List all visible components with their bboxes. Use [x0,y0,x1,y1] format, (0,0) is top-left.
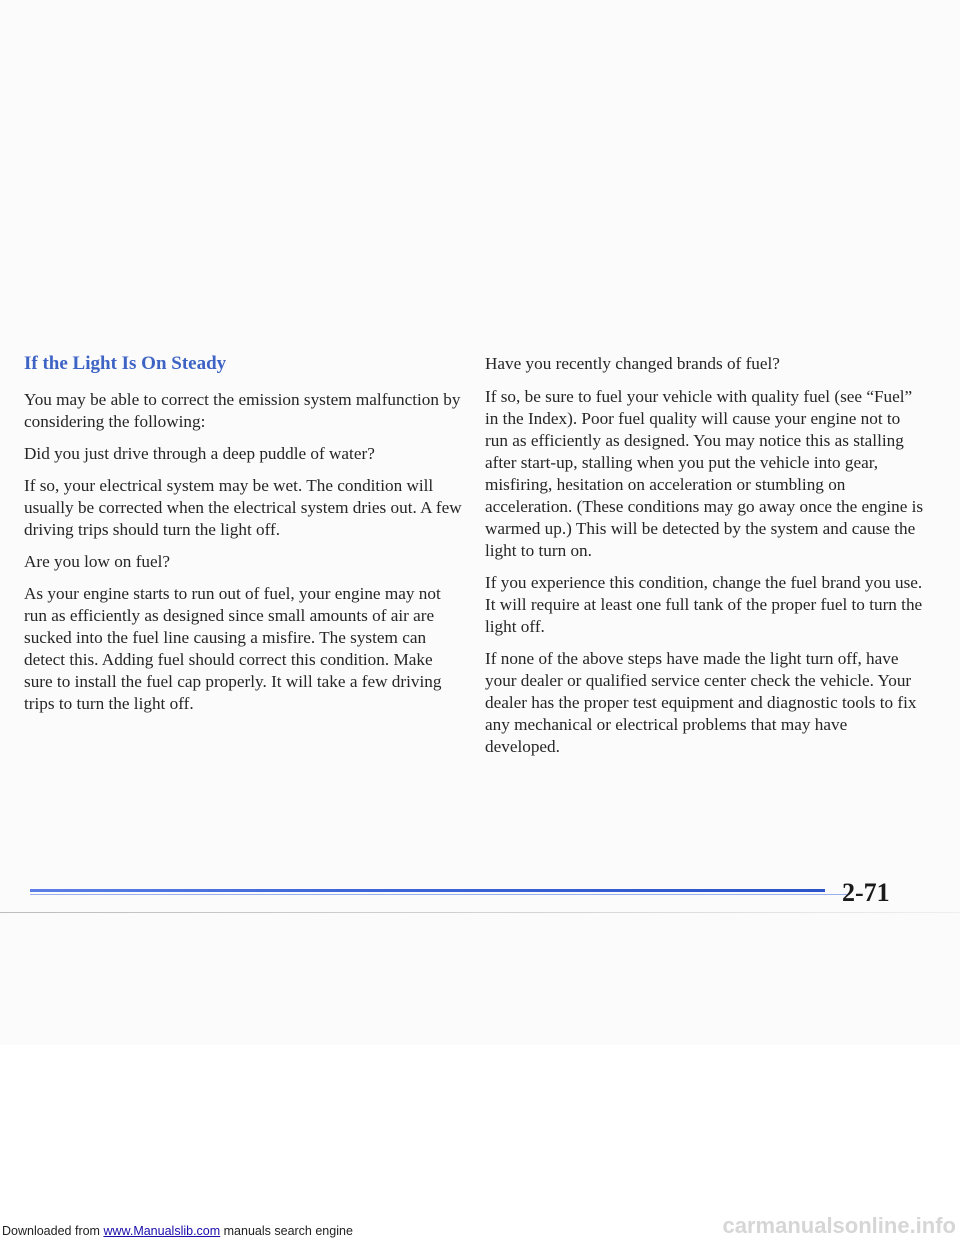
paragraph-change-brand: If you experience this condition, change the fuel brand you use. It will require at least one full tank of the proper fuel to turn the light off. [485,573,923,636]
right-column [485,352,925,768]
section-heading: If the Light Is On Steady [24,353,227,374]
page-rule [30,889,825,892]
paragraph-intro: You may be able to correct the emission system malfunction by considering the following: [24,390,461,431]
page-number: 2-71 [842,878,890,907]
site-watermark: carmanualsonline.info [722,1213,956,1238]
page-rule-shadow [30,894,850,895]
paragraph-low-fuel: As your engine starts to run out of fuel, your engine may not run as efficiently as designed since small amounts of air are sucked into the fuel line causing a misfire. The system can detect this. Adding fuel should correct this condition. Make sure to install the fuel cap properly. It will take a few driving trips to turn the light off. [24,584,442,713]
paragraph-question-brand: Have you recently changed brands of fuel? [485,354,780,373]
manualslib-link[interactable]: www.Manualslib.com [103,1224,221,1238]
footer-suffix: manuals search engine [220,1224,353,1238]
paragraph-question-fuel: Are you low on fuel? [24,552,171,571]
download-footer [2,1224,353,1238]
scan-edge-line [0,912,960,913]
paragraph-question-water: Did you just drive through a deep puddle of water? [24,444,375,463]
paragraph-see-dealer: If none of the above steps have made the light turn off, have your dealer or qualified service center check the vehicle. Your dealer has the proper test equipment and diagnostic tools to fix any mechanical or electrical problems that may have developed. [485,649,917,756]
left-column [24,352,464,725]
footer-prefix: Downloaded from [2,1224,104,1238]
paragraph-electrical-wet: If so, your electrical system may be wet. The condition will usually be corrected when the electrical system dries out. A few driving trips should turn the light off. [24,476,462,539]
paragraph-fuel-quality: If so, be sure to fuel your vehicle with quality fuel (see “Fuel” in the Index). Poor fuel quality will cause your engine not to run as efficiently as designed. You may notice this as stalling after start-up, stalling when you put the vehicle into gear, misfiring, hesitation on acceleration or stumbling on acceleration. (These conditions may go away once the engine is warmed up.) This will be detected by the system and cause the light to turn on. [485,387,924,560]
